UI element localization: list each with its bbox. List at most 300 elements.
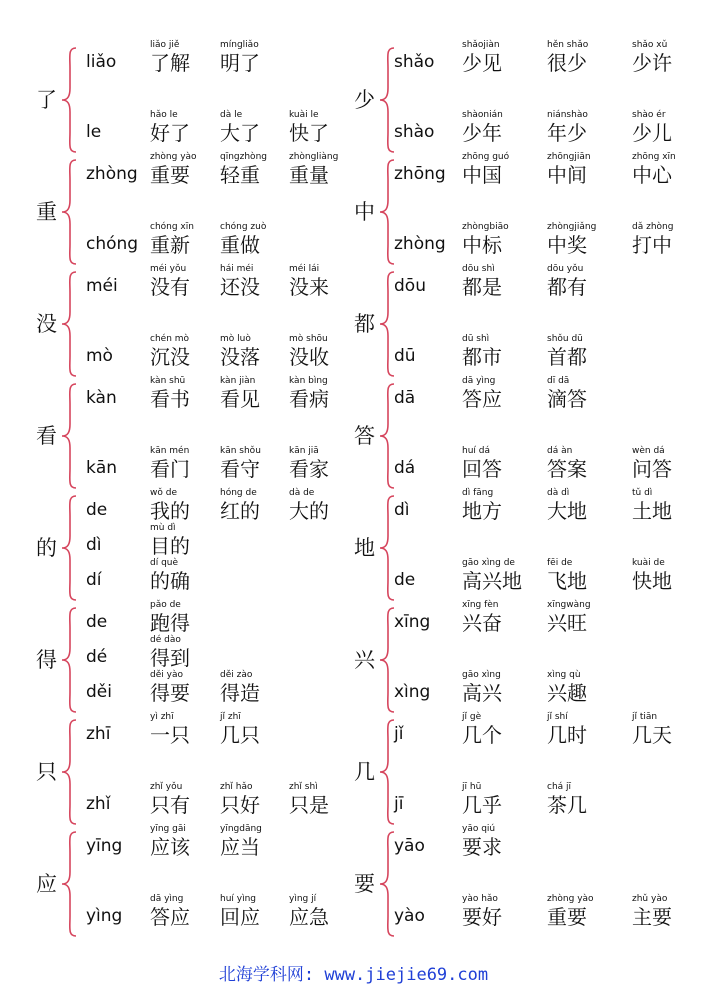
word-hanzi: 地方	[462, 499, 502, 523]
word-hanzi: 快地	[632, 569, 672, 593]
word-hanzi: 明了	[220, 51, 260, 75]
word-hanzi: 几个	[462, 723, 502, 747]
reading-row	[86, 488, 359, 528]
word-pinyin: yì zhī	[150, 712, 174, 722]
footer-watermark: 北海学科网: www.jiejie69.com	[218, 965, 489, 985]
pinyin-reading: de	[86, 612, 108, 632]
word-hanzi: 中标	[462, 233, 502, 257]
word-hanzi: 目的	[150, 534, 190, 558]
word-pinyin: shǎojiàn	[462, 40, 500, 50]
polyphone-character: 中	[354, 200, 375, 224]
word-hanzi: 几天	[632, 723, 672, 747]
example-word	[462, 894, 532, 929]
example-word	[547, 670, 617, 705]
word-hanzi: 几只	[220, 723, 260, 747]
word-hanzi: 高兴地	[462, 569, 522, 593]
example-word	[462, 600, 532, 635]
example-word	[547, 446, 617, 481]
curly-brace	[60, 828, 80, 940]
pinyin-reading: de	[394, 570, 416, 590]
word-hanzi: 重做	[220, 233, 260, 257]
reading-row	[86, 376, 359, 416]
polyphone-character: 看	[36, 424, 57, 448]
example-word	[220, 670, 290, 705]
example-word	[150, 670, 220, 705]
word-pinyin: dā yìng	[150, 894, 184, 904]
polyphone-character: 没	[36, 312, 57, 336]
word-pinyin: chóng xīn	[150, 222, 194, 232]
word-pinyin: dū shì	[462, 334, 490, 344]
reading-row	[394, 110, 702, 150]
word-hanzi: 还没	[220, 275, 260, 299]
example-word	[150, 376, 220, 411]
word-hanzi: 少见	[462, 51, 502, 75]
word-pinyin: jǐ tiān	[632, 712, 658, 722]
pinyin-reading: yīng	[86, 836, 123, 856]
word-hanzi: 很少	[547, 51, 587, 75]
word-pinyin: xīng fèn	[462, 600, 499, 610]
pinyin-reading: mò	[86, 346, 113, 366]
word-hanzi: 兴奋	[462, 611, 502, 635]
example-word	[220, 264, 290, 299]
word-pinyin: xìng qù	[547, 670, 581, 680]
reading-row	[86, 152, 359, 192]
word-pinyin: yìng jí	[289, 894, 317, 904]
pinyin-reading: kān	[86, 458, 118, 478]
word-pinyin: jǐ gè	[462, 712, 482, 722]
reading-row	[86, 558, 359, 598]
word-pinyin: kuài le	[289, 110, 319, 120]
example-word	[632, 222, 702, 257]
word-pinyin: yīngdāng	[220, 824, 262, 834]
polyphone-character: 得	[36, 648, 57, 672]
example-word	[150, 600, 220, 635]
polyphone-character: 要	[354, 872, 375, 896]
pinyin-reading: zhòng	[394, 234, 446, 254]
word-hanzi: 我的	[150, 499, 190, 523]
curly-brace	[60, 716, 80, 828]
curly-brace	[60, 604, 80, 716]
reading-row	[394, 712, 702, 752]
reading-row	[394, 558, 702, 598]
example-word	[289, 782, 359, 817]
word-pinyin: hǎo le	[150, 110, 178, 120]
word-hanzi: 没有	[150, 275, 190, 299]
word-pinyin: kàn bìng	[289, 376, 328, 386]
word-hanzi: 得要	[150, 681, 190, 705]
example-word	[220, 40, 290, 75]
pinyin-reading: shǎo	[394, 52, 435, 72]
example-word	[150, 523, 220, 558]
pinyin-reading: dōu	[394, 276, 426, 296]
word-hanzi: 没来	[289, 275, 329, 299]
word-pinyin: chén mò	[150, 334, 190, 344]
example-word	[150, 152, 220, 187]
word-pinyin: mò luò	[220, 334, 251, 344]
word-pinyin: gāo xìng	[462, 670, 501, 680]
word-pinyin: dà le	[220, 110, 243, 120]
pinyin-reading: yìng	[86, 906, 123, 926]
word-hanzi: 重新	[150, 233, 190, 257]
word-pinyin: wèn dá	[632, 446, 665, 456]
word-pinyin: shàonián	[462, 110, 503, 120]
pinyin-reading: dā	[394, 388, 416, 408]
word-pinyin: shào ér	[632, 110, 666, 120]
reading-row	[394, 446, 702, 486]
word-pinyin: dà de	[289, 488, 315, 498]
word-hanzi: 高兴	[462, 681, 502, 705]
word-hanzi: 答案	[547, 457, 587, 481]
example-word	[547, 334, 617, 369]
word-pinyin: mò shōu	[289, 334, 328, 344]
word-pinyin: děi yào	[150, 670, 183, 680]
curly-brace	[60, 156, 80, 268]
example-word	[150, 264, 220, 299]
word-pinyin: dì fāng	[462, 488, 494, 498]
word-hanzi: 答应	[150, 905, 190, 929]
example-word	[462, 712, 532, 747]
reading-row	[394, 334, 702, 374]
pinyin-reading: liǎo	[86, 52, 117, 72]
reading-row	[394, 824, 702, 864]
reading-row	[86, 40, 359, 80]
word-pinyin: dí què	[150, 558, 179, 568]
word-hanzi: 年少	[547, 121, 587, 145]
word-pinyin: liǎo jiě	[150, 40, 180, 50]
example-word	[220, 334, 290, 369]
example-word	[462, 782, 532, 817]
word-hanzi: 主要	[632, 905, 672, 929]
example-word	[632, 40, 702, 75]
example-word	[632, 712, 702, 747]
word-hanzi: 应当	[220, 835, 260, 859]
word-hanzi: 快了	[289, 121, 329, 145]
curly-brace	[60, 492, 80, 604]
word-pinyin: kān shǒu	[220, 446, 261, 456]
pinyin-reading: zhōng	[394, 164, 446, 184]
example-word	[462, 40, 532, 75]
word-hanzi: 兴旺	[547, 611, 587, 635]
example-word	[289, 334, 359, 369]
reading-row	[394, 600, 702, 640]
word-hanzi: 中间	[547, 163, 587, 187]
example-word	[462, 264, 532, 299]
pinyin-reading: le	[86, 122, 102, 142]
word-pinyin: jī hū	[462, 782, 482, 792]
reading-row	[86, 334, 359, 374]
example-word	[289, 264, 359, 299]
word-pinyin: mù dì	[150, 523, 176, 533]
example-word	[150, 635, 220, 670]
word-pinyin: shǒu dū	[547, 334, 583, 344]
curly-brace	[60, 44, 80, 156]
word-hanzi: 首都	[547, 345, 587, 369]
example-word	[547, 712, 617, 747]
pinyin-reading: dé	[86, 647, 108, 667]
word-hanzi: 沉没	[150, 345, 190, 369]
pinyin-reading: jī	[394, 794, 404, 814]
word-hanzi: 一只	[150, 723, 190, 747]
reading-row	[394, 40, 702, 80]
example-word	[547, 376, 617, 411]
word-pinyin: kuài de	[632, 558, 665, 568]
word-hanzi: 得到	[150, 646, 190, 670]
example-word	[289, 488, 359, 523]
example-word	[220, 152, 290, 187]
example-word	[547, 782, 617, 817]
word-hanzi: 看见	[220, 387, 260, 411]
word-pinyin: kān jiā	[289, 446, 319, 456]
reading-row	[394, 894, 702, 934]
reading-row	[394, 376, 702, 416]
pinyin-reading: shào	[394, 122, 435, 142]
pinyin-reading: yāo	[394, 836, 425, 856]
word-hanzi: 得造	[220, 681, 260, 705]
word-pinyin: hóng de	[220, 488, 257, 498]
reading-row	[394, 670, 702, 710]
polyphone-character: 少	[354, 88, 375, 112]
reading-row	[86, 600, 359, 640]
example-word	[220, 782, 290, 817]
reading-row	[86, 782, 359, 822]
word-hanzi: 打中	[632, 233, 672, 257]
word-pinyin: dé dào	[150, 635, 181, 645]
example-word	[632, 488, 702, 523]
reading-row	[86, 523, 359, 563]
pinyin-reading: dì	[394, 500, 410, 520]
example-word	[150, 894, 220, 929]
word-hanzi: 没落	[220, 345, 260, 369]
example-word	[150, 40, 220, 75]
example-word	[289, 446, 359, 481]
reading-row	[86, 824, 359, 864]
example-word	[220, 110, 290, 145]
word-pinyin: zhōngjiān	[547, 152, 591, 162]
word-hanzi: 大了	[220, 121, 260, 145]
word-hanzi: 茶几	[547, 793, 587, 817]
word-hanzi: 少年	[462, 121, 502, 145]
word-hanzi: 少儿	[632, 121, 672, 145]
word-hanzi: 都是	[462, 275, 502, 299]
example-word	[632, 110, 702, 145]
word-pinyin: zhǐ hǎo	[220, 782, 253, 792]
word-hanzi: 的确	[150, 569, 190, 593]
word-pinyin: zhōng guó	[462, 152, 510, 162]
example-word	[632, 558, 702, 593]
polyphone-character: 只	[36, 760, 57, 784]
example-word	[462, 670, 532, 705]
word-pinyin: gāo xìng de	[462, 558, 515, 568]
example-word	[289, 894, 359, 929]
example-word	[220, 894, 290, 929]
pinyin-reading: kàn	[86, 388, 117, 408]
pinyin-reading: chóng	[86, 234, 139, 254]
polyphone-character: 地	[354, 536, 375, 560]
word-hanzi: 红的	[220, 499, 260, 523]
example-word	[462, 334, 532, 369]
word-pinyin: huí yìng	[220, 894, 257, 904]
word-pinyin: fēi de	[547, 558, 573, 568]
word-hanzi: 跑得	[150, 611, 190, 635]
word-pinyin: míngliǎo	[220, 40, 259, 50]
reading-row	[86, 446, 359, 486]
word-hanzi: 看守	[220, 457, 260, 481]
word-pinyin: dī dā	[547, 376, 570, 386]
example-word	[289, 376, 359, 411]
polyphone-character: 的	[36, 536, 57, 560]
example-word	[150, 488, 220, 523]
word-hanzi: 只有	[150, 793, 190, 817]
word-pinyin: jǐ shí	[547, 712, 568, 722]
pinyin-reading: xìng	[394, 682, 431, 702]
word-pinyin: méi lái	[289, 264, 320, 274]
word-hanzi: 了解	[150, 51, 190, 75]
example-word	[462, 376, 532, 411]
pinyin-reading: xīng	[394, 612, 431, 632]
example-word	[150, 110, 220, 145]
example-word	[462, 446, 532, 481]
pinyin-reading: děi	[86, 682, 112, 702]
example-word	[547, 110, 617, 145]
reading-row	[394, 264, 702, 304]
word-pinyin: zhòngbiāo	[462, 222, 509, 232]
pinyin-reading: dá	[394, 458, 416, 478]
word-pinyin: zhòng yào	[150, 152, 197, 162]
curly-brace	[60, 268, 80, 380]
example-word	[462, 558, 532, 593]
word-hanzi: 兴趣	[547, 681, 587, 705]
word-pinyin: tǔ dì	[632, 488, 653, 498]
pinyin-reading: méi	[86, 276, 118, 296]
polyphone-character: 几	[354, 760, 375, 784]
example-word	[150, 712, 220, 747]
word-pinyin: dā yìng	[462, 376, 496, 386]
reading-row	[86, 635, 359, 675]
pinyin-reading: dì	[86, 535, 102, 555]
pinyin-reading: jǐ	[394, 724, 404, 744]
example-word	[150, 824, 220, 859]
word-hanzi: 回答	[462, 457, 502, 481]
word-hanzi: 中心	[632, 163, 672, 187]
word-hanzi: 中奖	[547, 233, 587, 257]
word-pinyin: zhǔ yào	[632, 894, 668, 904]
reading-row	[394, 222, 702, 262]
reading-row	[394, 152, 702, 192]
word-hanzi: 重量	[289, 163, 329, 187]
word-pinyin: dōu shì	[462, 264, 495, 274]
word-pinyin: jǐ zhī	[220, 712, 241, 722]
example-word	[462, 824, 532, 859]
polyphone-character: 重	[36, 200, 57, 224]
word-pinyin: kàn shū	[150, 376, 186, 386]
word-hanzi: 回应	[220, 905, 260, 929]
example-word	[289, 152, 359, 187]
example-word	[547, 558, 617, 593]
word-hanzi: 没收	[289, 345, 329, 369]
example-word	[547, 40, 617, 75]
word-pinyin: hěn shǎo	[547, 40, 589, 50]
word-hanzi: 重要	[150, 163, 190, 187]
word-hanzi: 都市	[462, 345, 502, 369]
word-hanzi: 问答	[632, 457, 672, 481]
reading-row	[86, 712, 359, 752]
pinyin-reading: de	[86, 500, 108, 520]
word-hanzi: 少许	[632, 51, 672, 75]
example-word	[462, 152, 532, 187]
word-pinyin: qīngzhòng	[220, 152, 267, 162]
polyphone-character: 答	[354, 424, 375, 448]
word-hanzi: 大地	[547, 499, 587, 523]
word-hanzi: 轻重	[220, 163, 260, 187]
pinyin-reading: dí	[86, 570, 102, 590]
word-hanzi: 应急	[289, 905, 329, 929]
word-pinyin: zhǐ yǒu	[150, 782, 183, 792]
pinyin-reading: zhī	[86, 724, 111, 744]
example-word	[547, 894, 617, 929]
word-hanzi: 要求	[462, 835, 502, 859]
example-word	[632, 152, 702, 187]
reading-row	[86, 264, 359, 304]
word-pinyin: yào hǎo	[462, 894, 498, 904]
pinyin-reading: yào	[394, 906, 425, 926]
word-hanzi: 看门	[150, 457, 190, 481]
reading-row	[86, 894, 359, 934]
word-pinyin: wǒ de	[150, 488, 177, 498]
word-pinyin: shǎo xǔ	[632, 40, 668, 50]
word-pinyin: niánshào	[547, 110, 588, 120]
word-hanzi: 只是	[289, 793, 329, 817]
example-word	[289, 110, 359, 145]
word-hanzi: 看家	[289, 457, 329, 481]
example-word	[632, 446, 702, 481]
reading-row	[394, 782, 702, 822]
polyphone-character: 都	[354, 312, 375, 336]
example-word	[547, 152, 617, 187]
word-hanzi: 几乎	[462, 793, 502, 817]
pinyin-reading: dū	[394, 346, 416, 366]
example-word	[220, 712, 290, 747]
word-pinyin: dǎ zhòng	[632, 222, 674, 232]
polyphone-character: 应	[36, 872, 57, 896]
word-hanzi: 都有	[547, 275, 587, 299]
example-word	[462, 488, 532, 523]
word-pinyin: hái méi	[220, 264, 254, 274]
pinyin-reading: zhòng	[86, 164, 138, 184]
example-word	[150, 334, 220, 369]
word-pinyin: huí dá	[462, 446, 490, 456]
word-pinyin: yāo qiú	[462, 824, 496, 834]
example-word	[547, 222, 617, 257]
example-word	[220, 824, 290, 859]
reading-row	[394, 488, 702, 528]
example-word	[150, 558, 220, 593]
word-pinyin: xīngwàng	[547, 600, 591, 610]
example-word	[150, 782, 220, 817]
curly-brace	[60, 380, 80, 492]
word-pinyin: méi yǒu	[150, 264, 187, 274]
word-hanzi: 土地	[632, 499, 672, 523]
word-hanzi: 看书	[150, 387, 190, 411]
pinyin-reading: zhǐ	[86, 794, 111, 814]
word-hanzi: 中国	[462, 163, 502, 187]
example-word	[220, 446, 290, 481]
example-word	[150, 446, 220, 481]
word-pinyin: kān mén	[150, 446, 190, 456]
word-hanzi: 答应	[462, 387, 502, 411]
word-pinyin: chá jī	[547, 782, 572, 792]
word-hanzi: 重要	[547, 905, 587, 929]
word-pinyin: kàn jiàn	[220, 376, 256, 386]
